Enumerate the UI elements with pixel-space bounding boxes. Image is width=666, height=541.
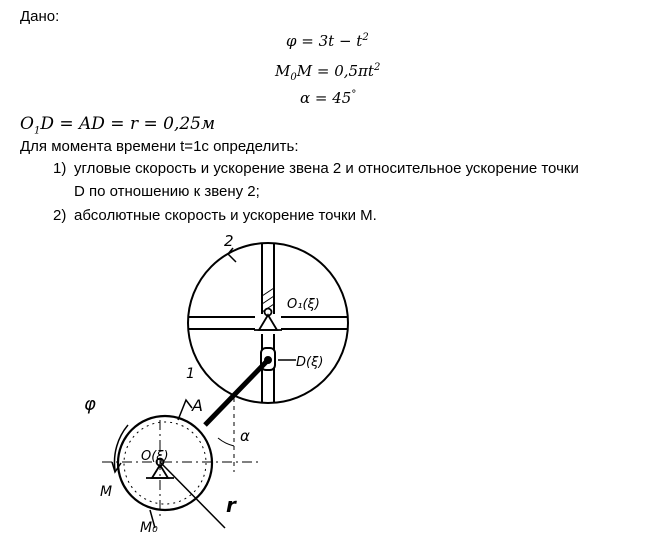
hatch-line: [262, 296, 274, 304]
a-leader: [178, 400, 192, 420]
label-o1: O₁(ξ): [287, 297, 320, 312]
label-phi: φ: [84, 394, 96, 415]
equation-m0m-a: M: [275, 62, 291, 80]
task-item-1-line1: угловые скорость и ускорение звена 2 и относительное ускорение точки: [74, 160, 579, 177]
label-d: D(ξ): [296, 355, 324, 370]
equation-phi-text: φ = 3t − t: [286, 32, 363, 50]
label-a: A: [192, 396, 203, 415]
task-item-1-number: 1): [53, 160, 67, 177]
label-link-1: 1: [186, 366, 195, 382]
task-intro: Для момента времени t=1с определить:: [20, 138, 299, 155]
equation-phi-exponent: 2: [362, 32, 369, 43]
label-o: O(ξ): [141, 449, 169, 464]
equation-m0m-b: M = 0,5πt: [296, 62, 374, 80]
task-item-1-line2: D по отношению к звену 2;: [74, 183, 260, 200]
hatch-line: [262, 288, 274, 296]
disk-2: [188, 243, 348, 403]
task-item-2-text: абсолютные скорость и ускорение точки M.: [74, 207, 377, 224]
support-o1: [254, 309, 282, 331]
equation-alpha-text: α = 45: [300, 89, 352, 107]
label-alpha: α: [240, 427, 250, 445]
equation-lengths-sub: 1: [33, 125, 41, 137]
label-link-2: 2: [224, 232, 234, 250]
label-r: r: [226, 493, 236, 517]
disk-2-outline: [188, 243, 348, 403]
radius-line: [160, 462, 225, 528]
equation-alpha-degree: °: [351, 89, 357, 100]
task-item-2-number: 2): [53, 207, 67, 224]
label-m: M: [100, 484, 113, 500]
alpha-arc: [218, 438, 234, 446]
equation-lengths-o: O: [20, 114, 34, 134]
equation-m0m-exponent: 2: [373, 62, 381, 73]
equation-m0m-sub: 0: [290, 72, 297, 83]
a-marker: [178, 400, 192, 420]
given-label: Дано:: [20, 8, 60, 25]
label-m0: M₀: [140, 520, 158, 536]
axes: [102, 398, 262, 528]
support-o1-triangle: [259, 315, 277, 330]
link-1-bar: [205, 360, 268, 425]
equation-lengths-rest: D = AD = r = 0,25м: [40, 114, 216, 134]
